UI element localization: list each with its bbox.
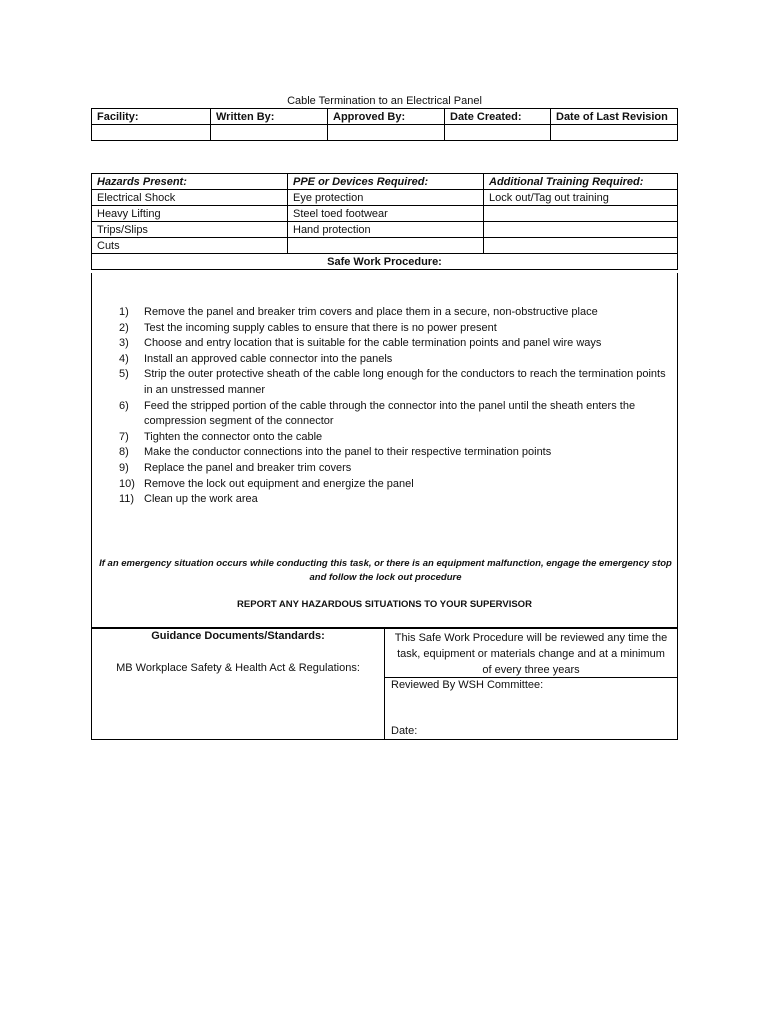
training-cell <box>484 238 678 254</box>
hazard-cell: Heavy Lifting <box>92 206 288 222</box>
facility-label: Facility: <box>92 109 211 125</box>
step-text: Clean up the work area <box>144 493 258 506</box>
step-text: Strip the outer protective sheath of the cable long enough for the conductors to reach the termination points in an unstressed manner <box>144 368 666 396</box>
header-table <box>91 108 678 141</box>
ppe-cell: Hand protection <box>288 222 484 238</box>
step-text: Remove the lock out equipment and energize the panel <box>144 477 414 490</box>
page-title: Cable Termination to an Electrical Panel <box>287 95 482 107</box>
date-label: Date: <box>391 725 418 737</box>
hazards-table <box>91 173 678 270</box>
step-text: Remove the panel and breaker trim covers and place them in a secure, non-obstructive place <box>144 306 598 318</box>
step-item <box>119 492 667 508</box>
written-by-value <box>211 125 328 141</box>
safe-work-procedure-heading: Safe Work Procedure: <box>92 254 678 270</box>
date-created-value <box>445 125 551 141</box>
report-notice: REPORT ANY HAZARDOUS SITUATIONS TO YOUR SUPERVISOR <box>237 599 532 610</box>
step-number: 4) <box>119 352 129 365</box>
step-text: Make the conductor connections into the panel to their respective termination points <box>144 446 552 459</box>
hazards-header: Hazards Present: <box>92 174 288 190</box>
step-number: 2) <box>119 321 129 334</box>
ppe-header: PPE or Devices Required: <box>288 174 484 190</box>
hazard-cell: Electrical Shock <box>92 190 288 206</box>
procedure-steps <box>119 305 667 508</box>
step-text: Choose and entry location that is suitable for the cable termination points and panel wire ways <box>144 337 602 350</box>
step-number: 3) <box>119 337 129 350</box>
training-cell: Lock out/Tag out training <box>484 190 678 206</box>
step-number: 8) <box>119 446 129 459</box>
date-revision-label: Date of Last Revision <box>551 109 678 125</box>
step-item <box>119 336 667 352</box>
ppe-cell: Eye protection <box>288 190 484 206</box>
approved-by-label: Approved By: <box>328 109 445 125</box>
step-item <box>119 305 667 321</box>
step-number: 9) <box>119 461 129 474</box>
review-cell <box>385 629 677 739</box>
training-cell <box>484 222 678 238</box>
step-item <box>119 445 667 461</box>
step-text: Install an approved cable connector into the panels <box>144 352 393 365</box>
step-number: 11) <box>119 493 135 506</box>
training-header: Additional Training Required: <box>484 174 678 190</box>
approved-by-value <box>328 125 445 141</box>
step-text: Replace the panel and breaker trim covers <box>144 461 352 474</box>
guidance-document: MB Workplace Safety & Health Act & Regulations: <box>116 662 360 674</box>
procedure-box <box>91 273 678 628</box>
guidance-cell <box>92 629 385 739</box>
step-item <box>119 430 667 446</box>
step-item <box>119 321 667 337</box>
date-created-label: Date Created: <box>445 109 551 125</box>
facility-value <box>92 125 211 141</box>
date-revision-value <box>551 125 678 141</box>
divider <box>385 677 677 678</box>
step-number: 6) <box>119 399 129 412</box>
step-item <box>119 399 667 430</box>
ppe-cell: Steel toed footwear <box>288 206 484 222</box>
step-item <box>119 352 667 368</box>
step-text: Feed the stripped portion of the cable through the connector into the panel until the sheath enters the compression segment of the connector <box>144 399 636 428</box>
step-number: 10) <box>119 477 135 490</box>
hazard-cell: Cuts <box>92 238 288 254</box>
hazard-cell: Trips/Slips <box>92 222 288 238</box>
step-number: 1) <box>119 306 129 318</box>
training-cell <box>484 206 678 222</box>
reviewed-by-label: Reviewed By WSH Committee: <box>391 679 544 691</box>
step-text: Tighten the connector onto the cable <box>144 430 323 443</box>
review-policy-text: This Safe Work Procedure will be reviewed any time the task, equipment or materials change and at a minimum of every three years <box>394 632 668 676</box>
written-by-label: Written By: <box>211 109 328 125</box>
ppe-cell <box>288 238 484 254</box>
emergency-notice: If an emergency situation occurs while conducting this task, or there is an equipment malfunction, engage the emergency stop and follow the lock out procedure <box>99 558 672 583</box>
step-item <box>119 461 667 477</box>
step-number: 7) <box>119 430 129 443</box>
step-item <box>119 477 667 493</box>
step-item <box>119 367 667 398</box>
step-number: 5) <box>119 368 129 381</box>
step-text: Test the incoming supply cables to ensure that there is no power present <box>144 321 497 334</box>
guidance-review-table <box>91 628 678 740</box>
guidance-title: Guidance Documents/Standards: <box>151 630 325 642</box>
